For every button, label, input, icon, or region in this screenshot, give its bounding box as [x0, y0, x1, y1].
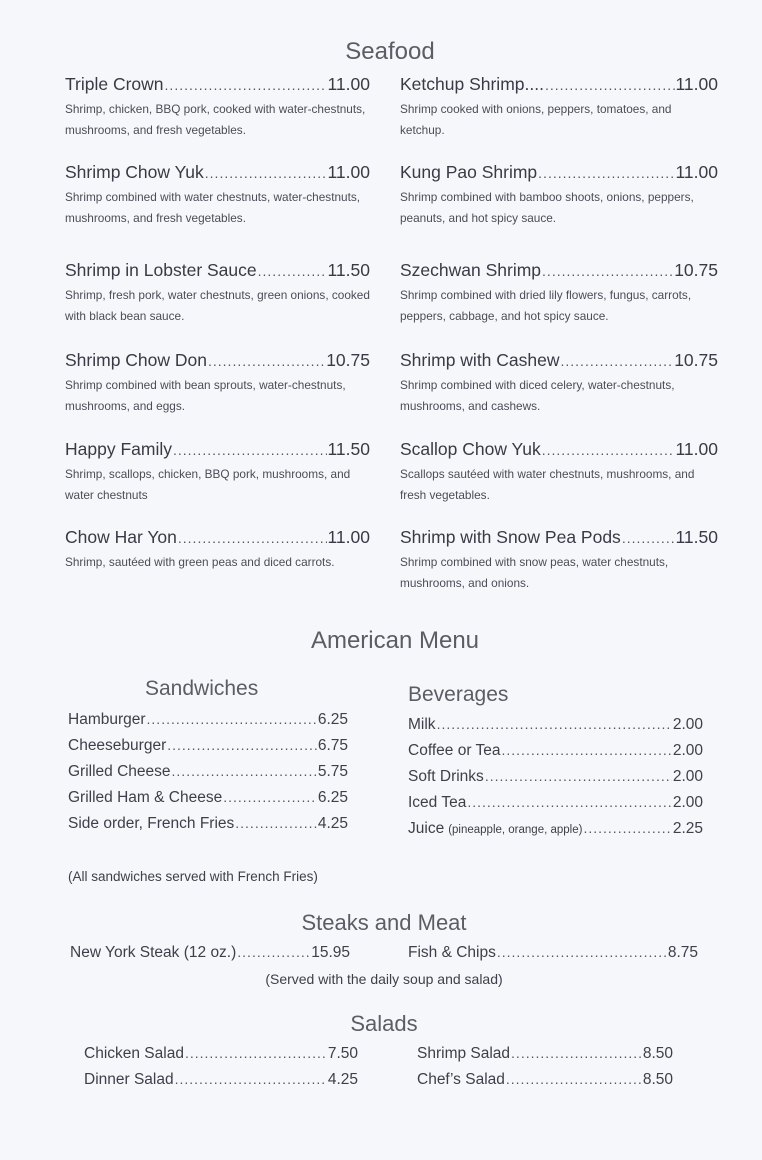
sandwich-row: [68, 737, 348, 763]
seafood-item: [400, 74, 718, 141]
item-name: Chow Har Yon: [65, 527, 177, 547]
item-name: Soft Drinks: [408, 768, 484, 785]
sandwich-row: [68, 763, 348, 789]
item-name: Grilled Cheese: [68, 763, 171, 780]
beverage-row: [408, 768, 703, 794]
item-description: Shrimp combined with water chestnuts, water-chestnuts, mushrooms, and fresh vegetables.: [65, 190, 361, 225]
steak-row: [70, 944, 350, 970]
item-price: 5.75: [317, 763, 348, 780]
item-name: Kung Pao Shrimp: [400, 162, 538, 182]
steaks-title: Steaks and Meat: [301, 910, 467, 935]
seafood-item: [400, 350, 718, 417]
item-price: 2.00: [672, 768, 703, 785]
item-price: 2.00: [672, 742, 703, 759]
steaks-note: (Served with the daily soup and salad): [265, 971, 503, 987]
item-name: Shrimp Salad: [417, 1045, 511, 1062]
item-name: Ketchup Shrimp....: [400, 74, 544, 94]
item-price: 11.00: [675, 162, 718, 182]
seafood-item: [65, 162, 370, 229]
item-price: 11.50: [327, 260, 370, 280]
item-name: Happy Family: [65, 439, 172, 459]
seafood-item: [65, 439, 370, 506]
item-description: Shrimp, chicken, BBQ pork, cooked with water-chestnuts, mushrooms, and fresh vegetables.: [65, 102, 366, 137]
item-price: 10.75: [674, 350, 718, 370]
item-name: Szechwan Shrimp: [400, 260, 542, 280]
item-price: 11.00: [675, 439, 718, 459]
item-name: Grilled Ham & Cheese: [68, 789, 223, 806]
beverage-row: [408, 742, 703, 768]
item-price: 15.95: [311, 944, 350, 961]
seafood-item: [400, 162, 718, 229]
item-price: 10.75: [326, 350, 370, 370]
sandwiches-note: (All sandwiches served with French Fries): [68, 869, 318, 884]
item-name: Coffee or Tea: [408, 742, 501, 759]
item-name: New York Steak (12 oz.): [70, 944, 237, 961]
item-price: 11.00: [327, 74, 370, 94]
item-name: Shrimp Chow Yuk: [65, 162, 204, 182]
item-price: 6.75: [317, 737, 348, 754]
item-description: Shrimp, scallops, chicken, BBQ pork, mushrooms, and water chestnuts: [65, 467, 351, 502]
item-name: Fish & Chips: [408, 944, 496, 961]
item-description: Shrimp cooked with onions, peppers, tomatoes, and ketchup.: [400, 102, 672, 137]
item-price: 8.50: [642, 1045, 673, 1062]
salads-title: Salads: [350, 1011, 418, 1036]
item-name: Shrimp in Lobster Sauce: [65, 260, 257, 280]
sandwich-row: [68, 789, 348, 815]
item-description: Shrimp, fresh pork, water chestnuts, green onions, cooked with black bean sauce.: [65, 288, 370, 323]
seafood-item: [400, 260, 718, 327]
beverages-title: Beverages: [408, 683, 509, 706]
item-detail: (pineapple, orange, apple): [448, 824, 583, 836]
beverage-row: [408, 820, 703, 846]
item-description: Scallops sautéed with water chestnuts, mushrooms, and fresh vegetables.: [400, 467, 695, 502]
item-price: 4.25: [327, 1071, 358, 1088]
american-menu-title: American Menu: [310, 627, 480, 654]
steak-row: [408, 944, 698, 970]
item-price: 8.50: [642, 1071, 673, 1088]
salad-row: [84, 1071, 358, 1097]
item-name: Scallop Chow Yuk: [400, 439, 541, 459]
item-name: Chef’s Salad: [417, 1071, 505, 1088]
salad-row: [84, 1045, 358, 1071]
item-name: Triple Crown: [65, 74, 164, 94]
item-name: Dinner Salad: [84, 1071, 174, 1088]
beverage-row: [408, 716, 703, 742]
item-name: Cheeseburger: [68, 737, 167, 754]
item-price: 8.75: [667, 944, 698, 961]
item-price: 7.50: [327, 1045, 358, 1062]
sandwiches-title: Sandwiches: [145, 677, 259, 700]
item-name: Shrimp with Snow Pea Pods: [400, 527, 621, 547]
item-price: 11.00: [675, 74, 718, 94]
seafood-item: [65, 350, 370, 417]
item-description: Shrimp combined with bean sprouts, water-chestnuts, mushrooms, and eggs.: [65, 378, 346, 413]
item-price: 2.25: [672, 820, 703, 837]
item-name: Milk: [408, 716, 436, 733]
item-price: 11.00: [327, 527, 370, 547]
item-name: Shrimp with Cashew: [400, 350, 560, 370]
item-description: Shrimp combined with bamboo shoots, onions, peppers, peanuts, and hot spicy sauce.: [400, 190, 694, 225]
item-name: Hamburger: [68, 711, 146, 728]
item-price: 11.50: [327, 439, 370, 459]
item-name: Shrimp Chow Don: [65, 350, 207, 370]
seafood-item: [400, 527, 718, 594]
item-description: Shrimp combined with diced celery, water-chestnuts, mushrooms, and cashews.: [400, 378, 675, 413]
sandwich-row: [68, 815, 348, 841]
seafood-title: Seafood: [345, 38, 435, 65]
seafood-item: [65, 74, 370, 141]
beverage-row: [408, 794, 703, 820]
item-price: 4.25: [317, 815, 348, 832]
item-name: Iced Tea: [408, 794, 467, 811]
item-description: Shrimp combined with snow peas, water chestnuts, mushrooms, and onions.: [400, 555, 669, 590]
item-name: Side order, French Fries: [68, 815, 235, 832]
item-price: 2.00: [672, 794, 703, 811]
item-description: Shrimp combined with dried lily flowers, fungus, carrots, peppers, cabbage, and hot spicy sauce.: [400, 288, 692, 323]
item-name: Juice: [408, 820, 445, 837]
sandwich-row: [68, 711, 348, 737]
item-name: Chicken Salad: [84, 1045, 184, 1062]
item-price: 6.25: [317, 789, 348, 806]
seafood-item: [65, 260, 370, 327]
seafood-item: [65, 527, 370, 573]
item-price: 11.50: [675, 527, 718, 547]
salad-row: [417, 1071, 673, 1097]
item-price: 11.00: [327, 162, 370, 182]
seafood-item: [400, 439, 718, 506]
item-description: Shrimp, sautéed with green peas and diced carrots.: [65, 555, 335, 569]
item-price: 2.00: [672, 716, 703, 733]
item-price: 6.25: [317, 711, 348, 728]
salad-row: [417, 1045, 673, 1071]
item-price: 10.75: [674, 260, 718, 280]
